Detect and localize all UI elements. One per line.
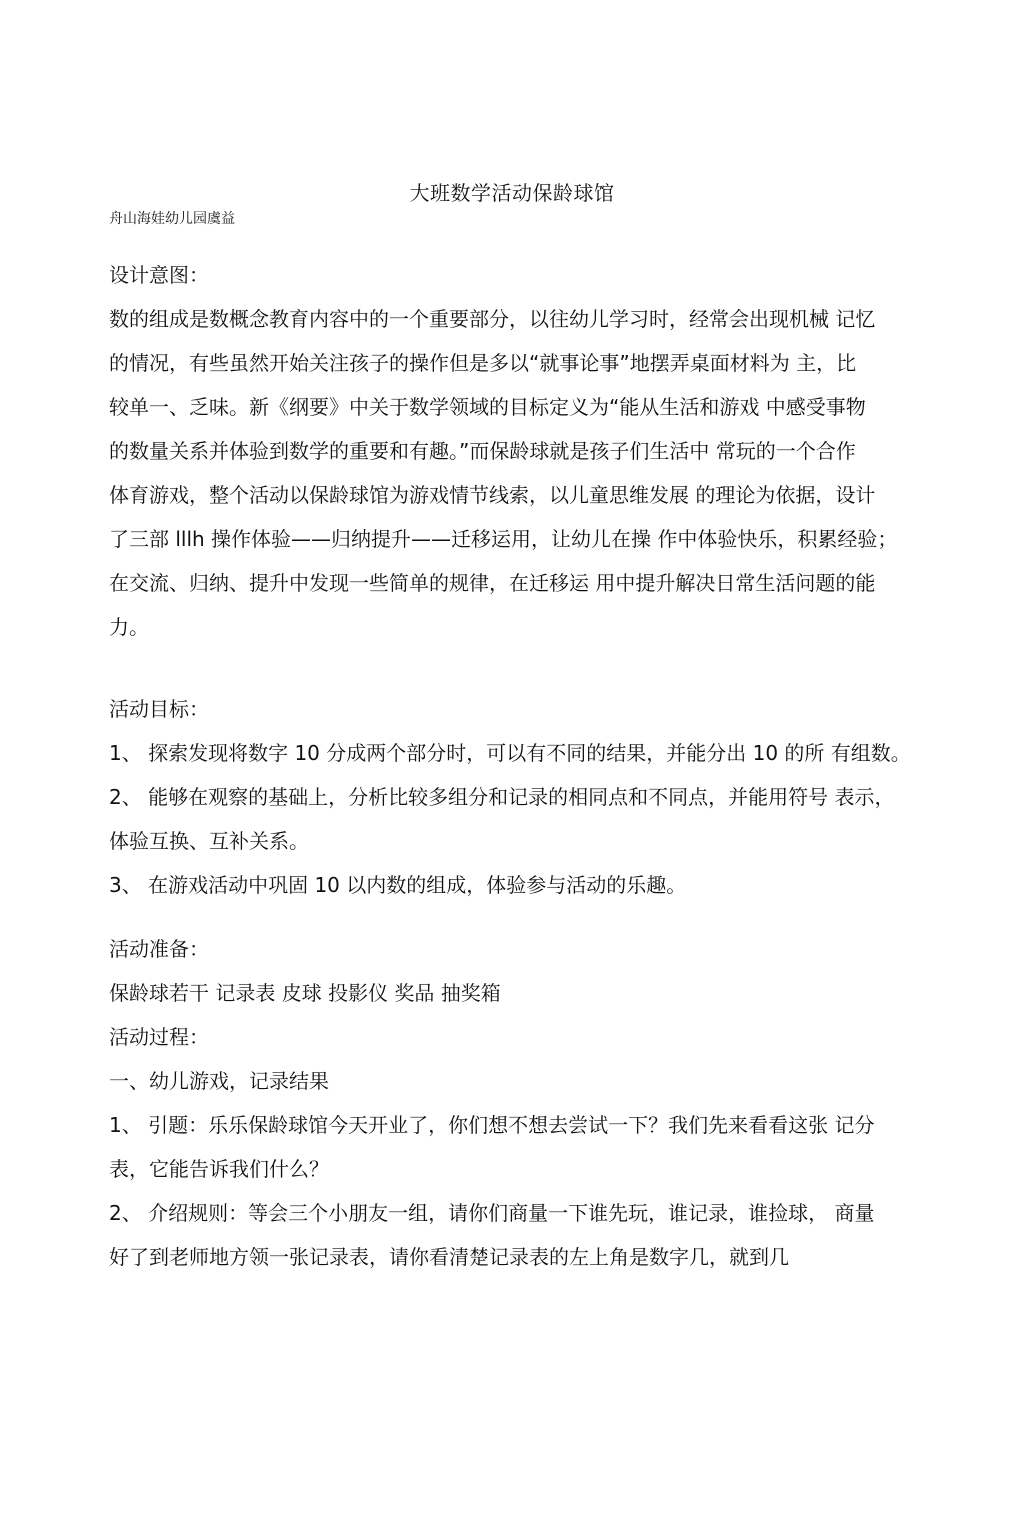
process-item-continuation: 好了到老师地方领一张记录表，请你看清楚记录表的左上角是数字几，就到几	[109, 1245, 789, 1269]
section-heading-process: 活动过程：	[109, 1025, 209, 1049]
paragraph-line: 较单一、乏味。新《纲要》中关于数学领域的目标定义为“能从生活和游戏 中感受事物	[109, 395, 866, 419]
goal-item-continuation: 体验互换、互补关系。	[109, 829, 309, 853]
process-step-heading: 一、幼儿游戏，记录结果	[109, 1069, 329, 1093]
author-line: 舟山海娃幼儿园虞益	[109, 211, 235, 227]
process-item: 1、 引题：乐乐保龄球馆今天开业了，你们想不想去尝试一下？我们先来看看这张 记分	[109, 1113, 875, 1137]
paragraph-line: 数的组成是数概念教育内容中的一个重要部分，以往幼儿学习时，经常会出现机械 记忆	[109, 307, 876, 331]
paragraph-line: 体育游戏，整个活动以保龄球馆为游戏情节线索，以儿童思维发展 的理论为依据，设计	[109, 483, 876, 507]
process-item-continuation: 表，它能告诉我们什么？	[109, 1157, 329, 1181]
goal-item: 2、 能够在观察的基础上，分析比较多组分和记录的相同点和不同点，并能用符号 表示，	[109, 785, 895, 809]
section-heading-goals: 活动目标：	[109, 697, 209, 721]
paragraph-line: 力。	[109, 615, 149, 639]
paragraph-line: 的情况，有些虽然开始关注孩子的操作但是多以“就事论事”地摆弄桌面材料为 主，比	[109, 351, 857, 375]
goal-item: 3、 在游戏活动中巩固 10 以内数的组成，体验参与活动的乐趣。	[109, 873, 687, 897]
paragraph-line: 了三部 lllh 操作体验——归纳提升——迁移运用，让幼儿在操 作中体验快乐，积累经验；	[109, 527, 898, 551]
section-heading-preparation: 活动准备：	[109, 937, 209, 961]
section-heading-design-intent: 设计意图：	[109, 263, 209, 287]
materials-list: 保龄球若干 记录表 皮球 投影仪 奖品 抽奖箱	[109, 981, 501, 1005]
goal-item: 1、 探索发现将数字 10 分成两个部分时，可以有不同的结果，并能分出 10 的所 有组数。	[109, 741, 911, 765]
paragraph-line: 在交流、归纳、提升中发现一些简单的规律，在迁移运 用中提升解决日常生活问题的能	[109, 571, 876, 595]
process-item: 2、 介绍规则：等会三个小朋友一组，请你们商量一下谁先玩，谁记录，谁捡球， 商量	[109, 1201, 875, 1225]
document-title: 大班数学活动保龄球馆	[409, 181, 615, 205]
paragraph-line: 的数量关系并体验到数学的重要和有趣。”而保龄球就是孩子们生活中 常玩的一个合作	[109, 439, 856, 463]
